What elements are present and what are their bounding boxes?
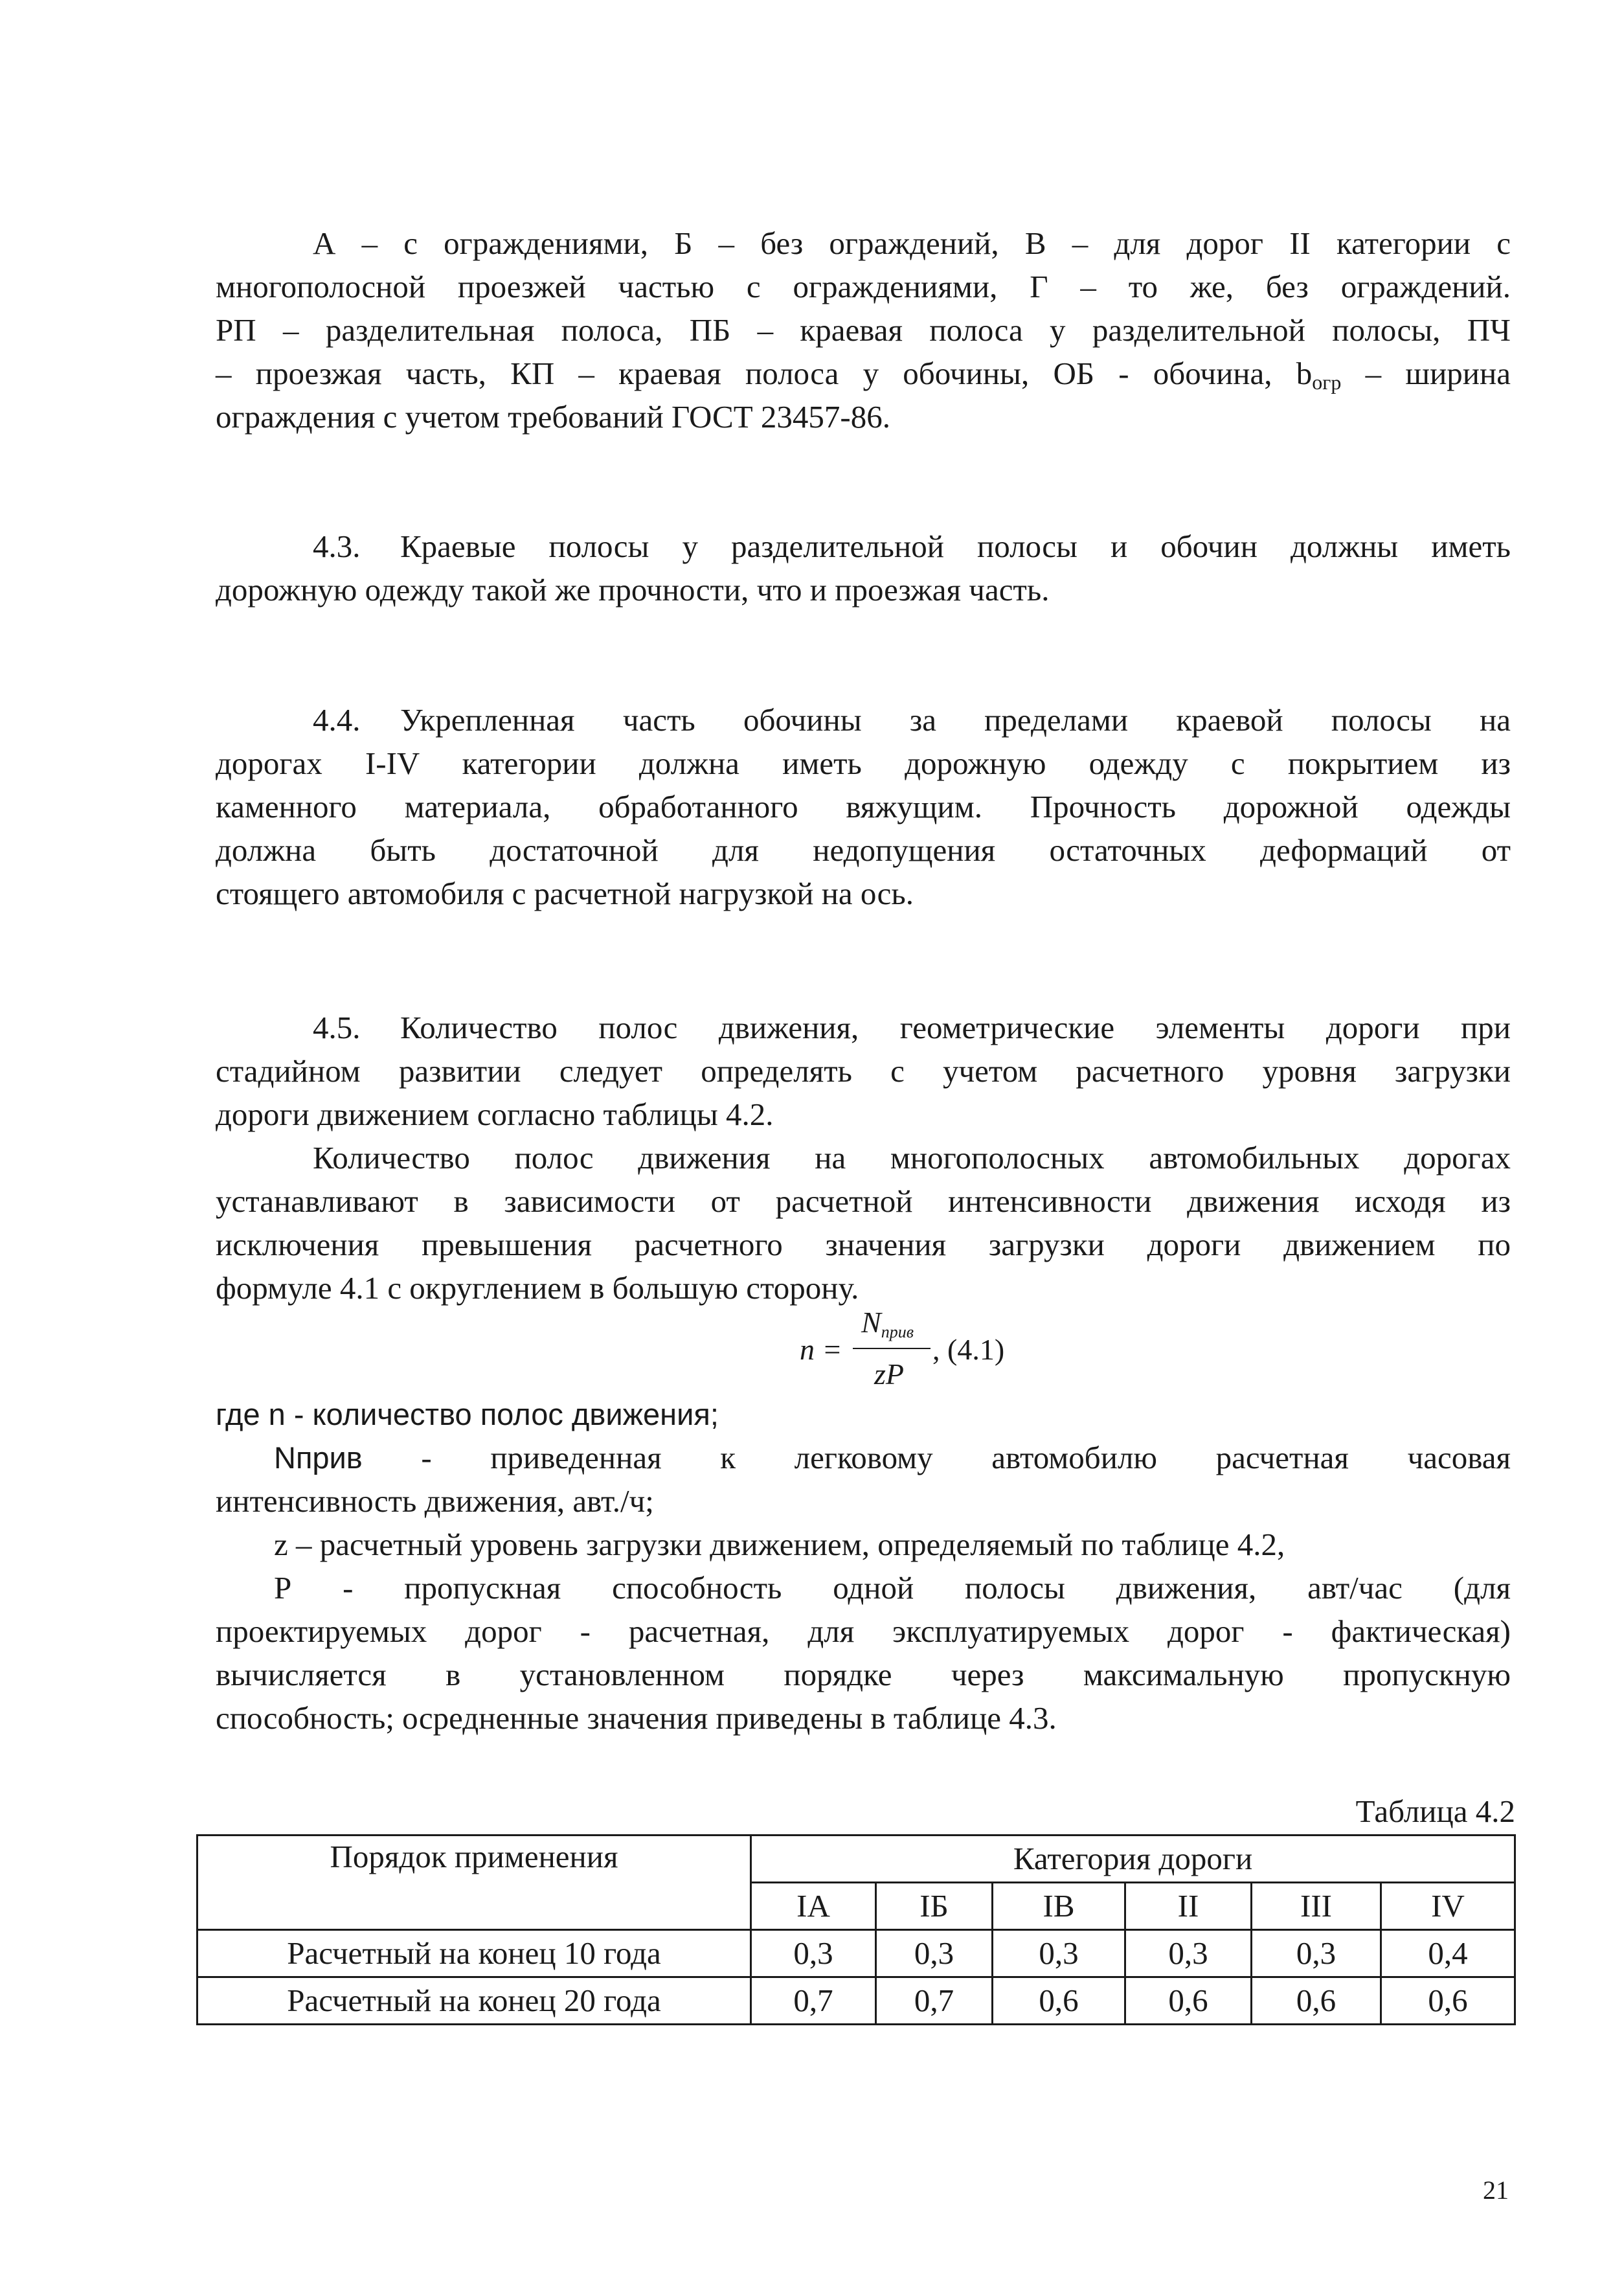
table-cell: 0,3: [751, 1930, 876, 1977]
page-number: 21: [1483, 2176, 1509, 2205]
table-category-cell: IB: [993, 1883, 1125, 1930]
n-priv-symbol: Nприв: [274, 1440, 363, 1475]
definition-line: Р - пропускная способность одной полосы движения, авт/час (для: [274, 1570, 1511, 1606]
definition-line: где n - количество полос движения;: [216, 1397, 719, 1431]
formula-4-1: [800, 1305, 1072, 1402]
table-cell: 0,7: [876, 1977, 993, 2025]
table-cell: 0,6: [1125, 1977, 1252, 2025]
table-cell: 0,4: [1381, 1930, 1515, 1977]
table-cell: 0,7: [751, 1977, 876, 2025]
table-title: Таблица 4.2: [1355, 1793, 1515, 1829]
section-number: 4.4.: [313, 702, 361, 738]
legend-line: многополосной проезжей частью с ограждениями, Г – то же, без ограждений.: [216, 269, 1511, 304]
section-line: [216, 698, 1511, 742]
table-row-label: Расчетный на конец 10 года: [197, 1930, 751, 1977]
definition-line: способность; осредненные значения приведены в таблице 4.3.: [216, 1700, 1057, 1736]
table-4-2: [196, 1834, 1516, 2025]
table-header-cell: Категория дороги: [751, 1836, 1515, 1883]
definition-line: проектируемых дорог - расчетная, для эксплуатируемых дорог - фактическая): [216, 1613, 1511, 1649]
legend-line-part: – проезжая часть, КП – краевая полоса у обочины, ОБ - обочина, b: [216, 356, 1313, 391]
table-cell: 0,3: [876, 1930, 993, 1977]
table-row: [197, 1930, 1515, 1977]
formula-lhs: n =: [800, 1333, 842, 1366]
figure-legend: [216, 222, 1511, 438]
section-text: Количество полос движения, геометрические элементы дороги при: [400, 1010, 1511, 1045]
table-header-cell: Порядок применения: [197, 1836, 751, 1930]
section-line: дорожную одежду такой же прочности, что и проезжая часть.: [216, 572, 1050, 608]
section-line: дороги движением согласно таблицы 4.2.: [216, 1097, 774, 1132]
definition-line: интенсивность движения, авт./ч;: [216, 1483, 654, 1519]
legend-line: [216, 352, 1511, 395]
table-cell: 0,3: [993, 1930, 1125, 1977]
formula-number: , (4.1): [932, 1333, 1005, 1366]
section-line: [216, 1006, 1511, 1049]
section-text: Укрепленная часть обочины за пределами краевой полосы на: [400, 702, 1511, 738]
section-line: каменного материала, обработанного вяжущим. Прочность дорожной одежды: [216, 789, 1511, 824]
formula-numerator: [861, 1305, 914, 1339]
formula-numerator-subscript: прив: [881, 1323, 914, 1341]
table-category-cell: IБ: [876, 1883, 993, 1930]
formula-denominator: zP: [874, 1358, 904, 1391]
definition-line: вычисляется в установленном порядке через максимальную пропускную: [216, 1657, 1511, 1692]
table-cell: 0,6: [1381, 1977, 1515, 2025]
legend-line: ограждения с учетом требований ГОСТ 23457-86.: [216, 399, 890, 435]
section-line: Количество полос движения на многополосных автомобильных дорогах: [313, 1140, 1511, 1176]
section-line: [216, 525, 1511, 568]
section-line: дорогах I-IV категории должна иметь дорожную одежду с покрытием из: [216, 745, 1511, 781]
table-cell: 0,6: [993, 1977, 1125, 2025]
fraction-bar: [853, 1348, 930, 1349]
table-cell: 0,3: [1125, 1930, 1252, 1977]
legend-line-part: – ширина: [1341, 356, 1511, 391]
table-category-cell: IV: [1381, 1883, 1515, 1930]
table-header-row: [197, 1836, 1515, 1883]
table-cell: 0,3: [1252, 1930, 1381, 1977]
section-4-4: [216, 698, 1511, 915]
section-4-3: [216, 525, 1511, 611]
section-number: 4.3.: [313, 529, 361, 564]
legend-line: РП – разделительная полоса, ПБ – краевая полоса у разделительной полосы, ПЧ: [216, 312, 1511, 348]
table-cell: 0,6: [1252, 1977, 1381, 2025]
table-category-cell: IA: [751, 1883, 876, 1930]
table-row: [197, 1977, 1515, 2025]
definition-text: - приведенная к легковому автомобилю расчетная часовая: [421, 1440, 1511, 1475]
section-line: стадийном развитии следует определять с учетом расчетного уровня загрузки: [216, 1053, 1511, 1089]
legend-line: А – с ограждениями, Б – без ограждений, В – для дорог II категории с: [313, 225, 1511, 261]
b-ogr-subscript: огр: [1312, 370, 1342, 394]
section-line: устанавливают в зависимости от расчетной интенсивности движения исходя из: [216, 1183, 1511, 1219]
table-category-cell: II: [1125, 1883, 1252, 1930]
section-text: Краевые полосы у разделительной полосы и обочин должны иметь: [400, 529, 1511, 564]
table-row-label: Расчетный на конец 20 года: [197, 1977, 751, 2025]
table-category-cell: III: [1252, 1883, 1381, 1930]
section-number: 4.5.: [313, 1010, 361, 1045]
section-line: формуле 4.1 с округлением в большую сторону.: [216, 1270, 859, 1306]
formula-numerator-symbol: N: [861, 1306, 881, 1339]
section-4-5: [216, 1006, 1511, 1310]
definition-line: [216, 1436, 1511, 1479]
section-line: исключения превышения расчетного значения загрузки дороги движением по: [216, 1227, 1511, 1262]
definition-line: z – расчетный уровень загрузки движением, определяемый по таблице 4.2,: [274, 1527, 1285, 1562]
section-line: стоящего автомобиля с расчетной нагрузкой на ось.: [216, 876, 914, 911]
formula-definitions: [216, 1393, 1511, 1740]
section-line: должна быть достаточной для недопущения остаточных деформаций от: [216, 832, 1511, 868]
